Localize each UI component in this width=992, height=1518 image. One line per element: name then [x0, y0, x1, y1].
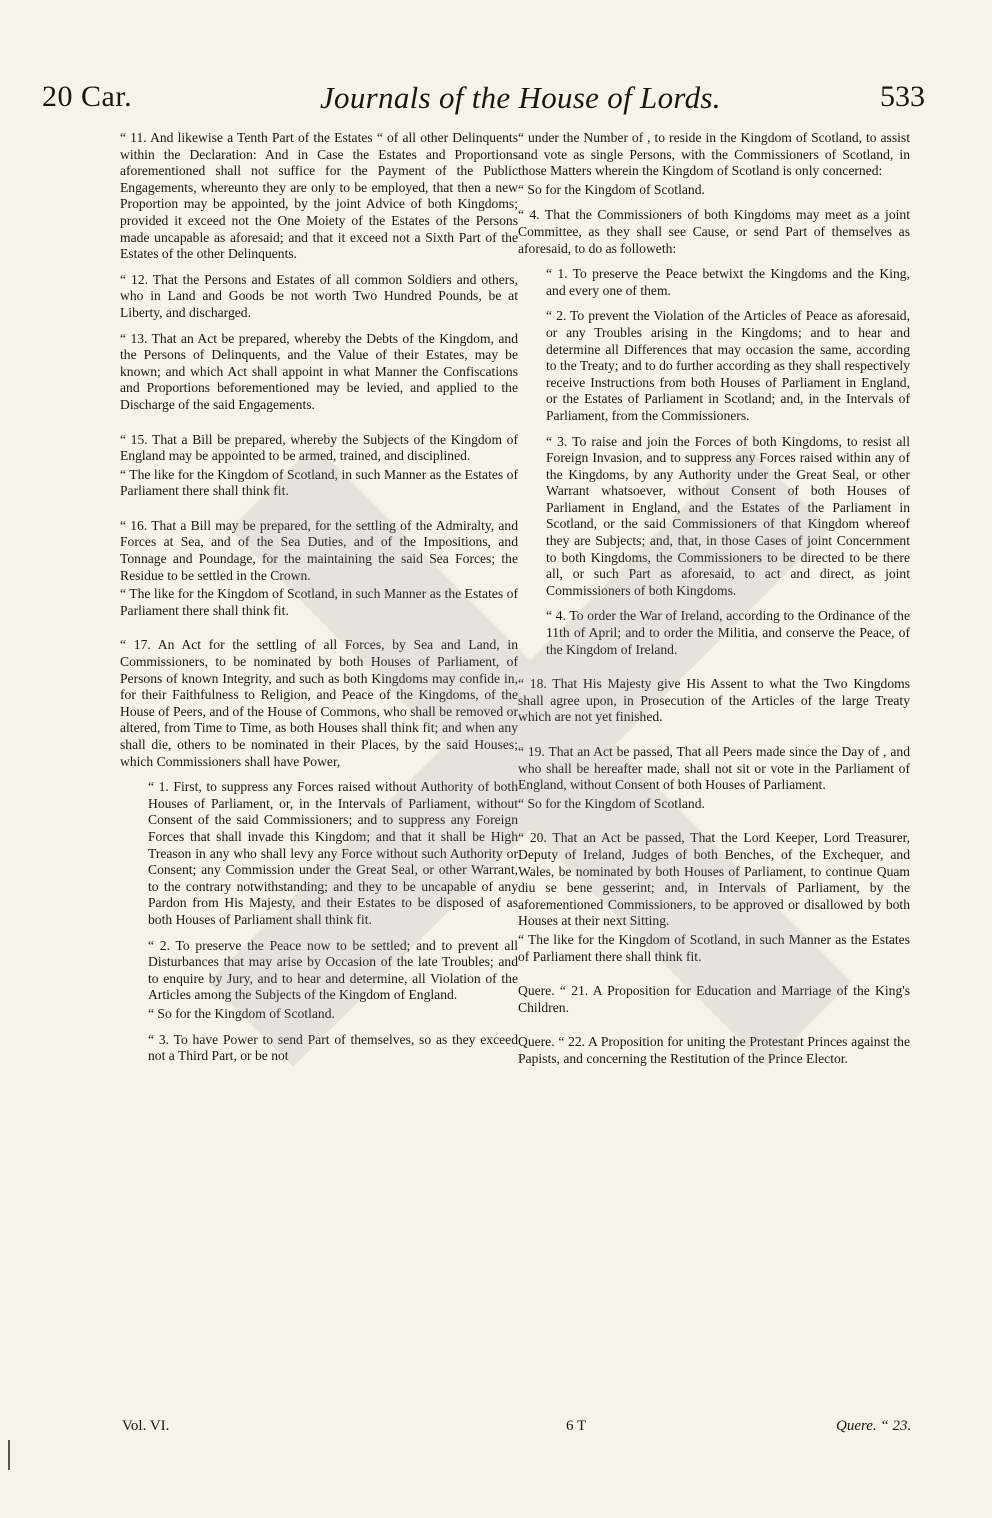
running-header: [0, 80, 992, 130]
paragraph-17-3-scotland: “ So for the Kingdom of Scotland.: [518, 181, 705, 197]
paragraph-17-4: “ 4. That the Commissioners of both Kingdoms may meet as a joint Committee, as they shall see Cause, or send Part of themselves as aforesaid, to do as followeth:: [518, 207, 910, 256]
paragraph-17-4-4: “ 4. To order the War of Ireland, according to the Ordinance of the 11th of April; and to order the Militia, and conserve the Peace, of the Kingdom of Ireland.: [546, 608, 910, 657]
paragraph-18: “ 18. That His Majesty give His Assent to what the Two Kingdoms shall agree upon, in Prosecution of the Articles of the large Treaty which are not yet finished.: [518, 676, 910, 725]
regnal-year: 20 Car.: [42, 80, 133, 113]
paragraph-17-2-scotland: “ So for the Kingdom of Scotland.: [148, 1005, 335, 1021]
right-column: [518, 130, 910, 1077]
paragraph-22: Quere. “ 22. A Proposition for uniting the Protestant Princes against the Papists, and concerning the Restitution of the Prince Elector.: [518, 1034, 910, 1066]
paragraph-17-4-1: “ 1. To preserve the Peace betwixt the Kingdoms and the King, and every one of them.: [546, 266, 910, 298]
paragraph-16: “ 16. That a Bill may be prepared, for the settling of the Admiralty, and Forces at Sea, and of the Sea Duties, and of the Impositions, and Tonnage and Poundage, for the maintaining the said Sea Forces; the Residue to be settled in the Crown.: [120, 517, 518, 583]
paragraph-15-scotland: “ The like for the Kingdom of Scotland, in such Manner as the Estates of Parliament there shall think fit.: [120, 466, 518, 499]
page-number: 533: [880, 80, 925, 113]
left-column: [120, 130, 518, 1074]
paragraph-17-3: “ 3. To have Power to send Part of themselves, so as they exceed not a Third Part, or be not: [148, 1031, 518, 1064]
paragraph-19-scotland: “ So for the Kingdom of Scotland.: [518, 795, 705, 811]
paragraph-15: “ 15. That a Bill be prepared, whereby the Subjects of the Kingdom of England may be appointed to be armed, trained, and disciplined.: [120, 431, 518, 464]
margin-mark: [8, 1440, 10, 1470]
volume-mark: Vol. VI.: [122, 1418, 170, 1434]
paragraph-16-scotland: “ The like for the Kingdom of Scotland, in such Manner as the Estates of Parliament there shall think fit.: [120, 586, 518, 618]
journal-title: Journals of the House of Lords.: [320, 80, 721, 115]
paragraph-17-3-cont: “ under the Number of , to reside in the Kingdom of Scotland, to assist and vote as single Persons, with the Commissioners of Scotland, in those Matters wherein the Kingdom of Scotland is only concerned:: [518, 130, 910, 179]
paragraph-17-4-3: “ 3. To raise and join the Forces of both Kingdoms, to resist all Foreign Invasion, and to suppress any Forces raised within any of the Kingdoms, by any Authority under the Great Seal, or other Warrant whatsoever, without Consent of both Houses of Parliament in England, and the Estates of the Parliament in Scotland, or the said Commissioners of that Kingdom whereof they are Subjects; and, that, in those Cases of joint Concernment to both Kingdoms, the Commissioners to be directed to be there all, or such Part as aforesaid, to act and direct, as joint Commissioners of both Kingdoms.: [546, 433, 910, 598]
paragraph-17-1: “ 1. First, to suppress any Forces raised without Authority of both Houses of Parliament, or, in the Intervals of Parliament, without Consent of the said Commissioners; and to suppress any Foreign Forces that shall invade this Kingdom; and that it shall be High Treason in any who shall levy any Force without such Authority or Consent; any Commission under the Great Seal, or other Warrant, to the contrary notwithstanding; and they to be uncapable of any Pardon from His Majesty, and their Estates to be disposed of as both Houses of Parliament shall think fit.: [148, 779, 518, 927]
paragraph-17-4-2: “ 2. To prevent the Violation of the Articles of Peace as aforesaid, or any Troubles arising in the Kingdoms; and to hear and determine all Differences that may occasion the same, according to the Treaty; and to do further according as they shall respectively receive Instructions from both Houses of Parliament in England, or the Estates of Parliament in Scotland; and, in the Intervals of Parliament, from the Commissioners.: [546, 308, 910, 423]
signature-mark: 6 T: [566, 1418, 587, 1434]
paragraph-17-2: “ 2. To preserve the Peace now to be settled; and to prevent all Disturbances that may arise by Occasion of the late Troubles; and to enquire by Jury, and to hear and determine, all Violation of the Articles among the Subjects of the Kingdom of England.: [148, 937, 518, 1003]
paragraph-20: “ 20. That an Act be passed, That the Lord Keeper, Lord Treasurer, Deputy of Ireland, Judges of both Benches, of the Exchequer, and Wales, be nominated by both Houses of Parliament, to continue Quam diu se bene gesserint; and, in Intervals of Parliament, by the aforementioned Commissioners, to be approved or disallowed by both Houses at their next Sitting.: [518, 830, 910, 929]
catchword: Quere. “ 23.: [836, 1418, 912, 1434]
paragraph-21: Quere. “ 21. A Proposition for Education and Marriage of the King's Children.: [518, 983, 910, 1015]
paragraph-12: “ 12. That the Persons and Estates of all common Soldiers and others, who in Land and Goods be not worth Two Hundred Pounds, be at Liberty, and discharged.: [120, 271, 518, 320]
paragraph-13: “ 13. That an Act be prepared, whereby the Debts of the Kingdom, and the Persons of Delinquents, and the Value of their Estates, may be known; and which Act shall appoint in what Manner the Confiscations and Proportions beforementioned may be levied, and applied to the Discharge of the said Engagements.: [120, 330, 518, 412]
paragraph-19: “ 19. That an Act be passed, That all Peers made since the Day of , and who shall be hereafter made, shall not sit or vote in the Parliament of England, without Consent of both Houses of Parliament.: [518, 744, 910, 793]
paragraph-20-scotland: “ The like for the Kingdom of Scotland, in such Manner as the Estates of Parliament there shall think fit.: [518, 931, 910, 964]
paragraph-17: “ 17. An Act for the settling of all Forces, by Sea and Land, in Commissioners, to be nominated by both Houses of Parliament, of Persons of known Integrity, and such as both Kingdoms may confide in, for their Faithfulness to Religion, and Peace of the Kingdoms, of the House of Peers, and of the House of Commons, who shall be removed or altered, from Time to Time, as both Houses shall think fit; and when any shall die, others to be nominated in their Places, by the said Houses; which Commissioners shall have Power,: [120, 637, 518, 769]
paragraph-11: “ 11. And likewise a Tenth Part of the Estates “ of all other Delinquents within the Declaration: And in Case the Estates and Proportions aforementioned shall not suffice for the Payment of the Public Engagements, whereunto they are only to be employed, that then a new Proportion may be appointed, by the joint Advice of both Kingdoms; provided it exceed not the One Moiety of the Estates of the Persons made uncapable as aforesaid; and that it exceed not a Sixth Part of the Estates of the other Delinquents.: [120, 130, 518, 262]
page-footer: [0, 1418, 992, 1448]
